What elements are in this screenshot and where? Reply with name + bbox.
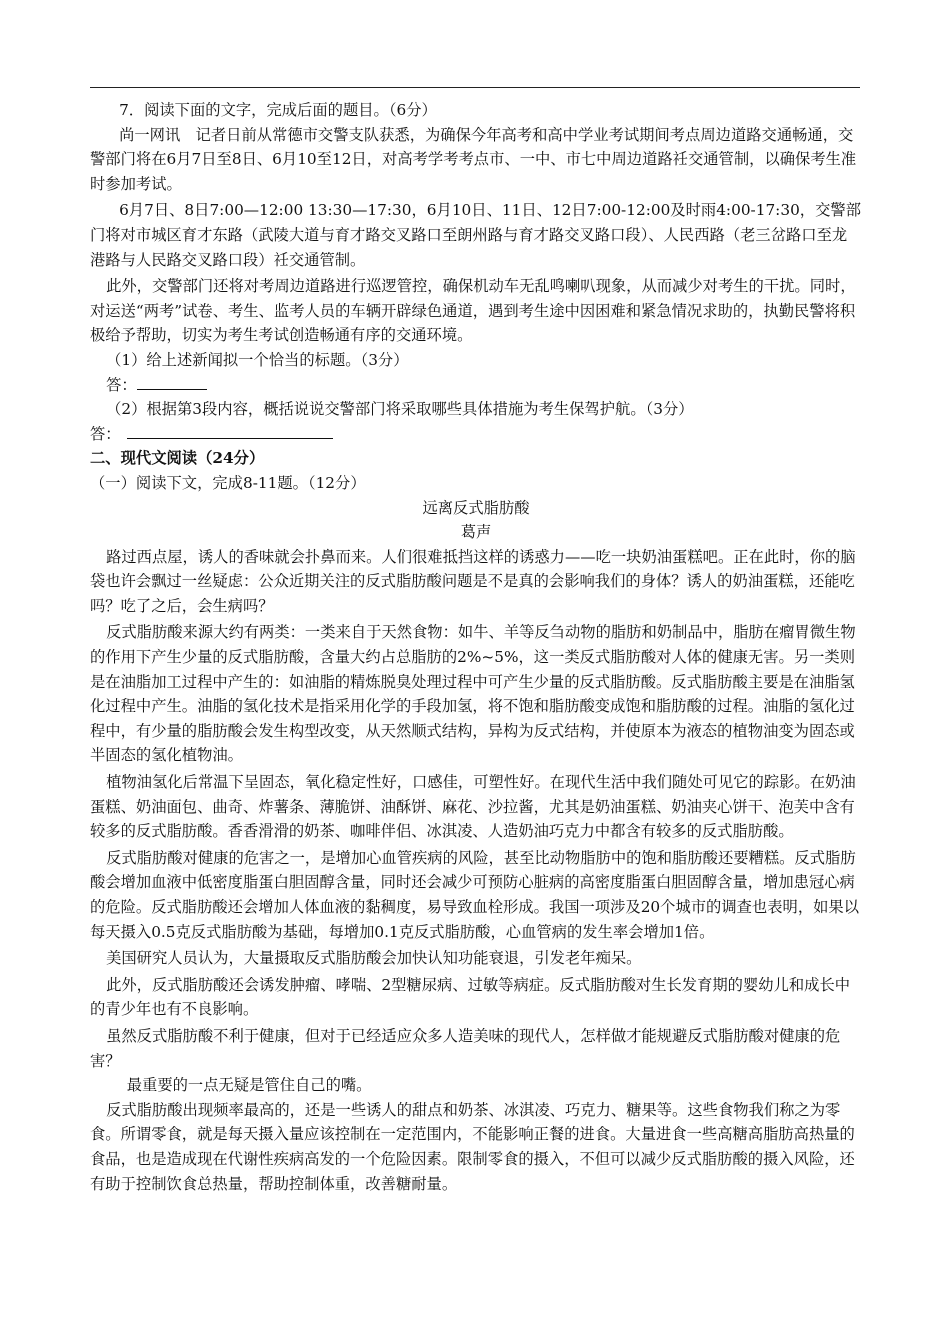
article-paragraph-4: 反式脂肪酸对健康的危害之一，是增加心血管疾病的风险，甚至比动物脂肪中的饱和脂肪酸还要糟糕。反式脂肪酸会增加血液中低密度脂蛋白胆固醇含量，同时还会减少可预防心脏病的高密度脂蛋白胆固醇含量，增加患冠心病的危险。反式脂肪酸还会增加人体血液的黏稠度，易导致血栓形成。我国一项涉及20个城市的调查也表明，如果以每天摄入0.5克反式脂肪酸为基础，每增加0.1克反式脂肪酸，心血管病的发生率会增加1倍。 xyxy=(90,848,860,941)
answer-1-label: 答： xyxy=(106,375,137,394)
section-2-heading: 二、现代文阅读（24分） xyxy=(90,449,265,468)
article-paragraph-1: 路过西点屋，诱人的香味就会扑鼻而来。人们很难抵挡这样的诱惑力——吃一块奶油蛋糕吧。正在此时，你的脑袋也许会飘过一丝疑虑：公众近期关注的反式脂肪酸问题是不是真的会影响我们的身体？诱人的奶油蛋糕，还能吃吗？吃了之后，会生病吗？ xyxy=(90,547,856,615)
article-paragraph-6: 此外，反式脂肪酸还会诱发肿瘤、哮喘、2型糖尿病、过敏等病症。反式脂肪酸对生长发育期的婴幼儿和成长中的青少年也有不良影响。 xyxy=(90,975,851,1019)
answer-2-line[interactable] xyxy=(127,424,333,439)
article-title: 远离反式脂肪酸 xyxy=(422,498,530,517)
article-paragraph-2: 反式脂肪酸来源大约有两类：一类来自于天然食物：如牛、羊等反刍动物的脂肪和奶制品中，脂肪在瘤胃微生物的作用下产生少量的反式脂肪酸，含量大约占总脂肪的2%~5%，这一类反式脂肪酸对人体的健康无害。另一类则是在油脂加工过程中产生的：如油脂的精炼脱臭处理过程中可产生少量的反式脂肪酸。反式脂肪酸主要是在油脂氢化过程中产生。油脂的氢化技术是指采用化学的手段加氢，将不饱和脂肪酸变成饱和脂肪酸的过程。油脂的氢化过程中，有少量的脂肪酸会发生构型改变，从天然顺式结构，异构为反式结构，并使原本为液态的植物油变为固态或半固态的氢化植物油。 xyxy=(90,623,856,765)
answer-1-line[interactable] xyxy=(137,375,207,390)
document-body xyxy=(90,98,862,1196)
article-paragraph-5: 美国研究人员认为，大量摄取反式脂肪酸会加快认知功能衰退，引发老年痴呆。 xyxy=(106,949,642,968)
part-1-instruction: （一）阅读下文，完成8-11题。（12分） xyxy=(90,473,366,492)
news-paragraph-1: 尚一网讯 记者日前从常德市交警支队获悉，为确保今年高考和高中学业考试期间考点周边道路交通畅通，交警部门将在6月7日至8日、6月10至12日，对高考学考考点市、一中、市七中周边道路祍交通管制，以确保考生准时参加考试。 xyxy=(90,125,857,193)
article-paragraph-3: 植物油氢化后常温下呈固态，氧化稳定性好，口感佳，可塑性好。在现代生活中我们随处可见它的踪影。在奶油蛋糕、奶油面包、曲奇、炸薯条、薄脆饼、油酥饼、麻花、沙拉酱，尤其是奶油蛋糕、奶油夹心饼干、泡芙中含有较多的反式脂肪酸。香香滑滑的奶茶、咖啡伴侣、冰淇凌、人造奶油巧克力中都含有较多的反式脂肪酸。 xyxy=(90,773,856,841)
article-paragraph-8: 最重要的一点无疑是管住自己的嘴。 xyxy=(126,1076,372,1095)
news-paragraph-3: 此外，交警部门还将对考周边道路进行巡逻管控，确保机动车无乱鸣喇叭现象，从而减少对考生的干扰。同时，对运送“两考”试卷、考生、监考人员的车辆开辟绿色通道，遇到考生途中因困难和紧急情况求助的，执勤民警将积极给予帮助，切实为考生考试创造畅通有序的交通环境。 xyxy=(90,277,856,345)
sub-question-1: （1）给上述新闻拟一个恰当的标题。（3分） xyxy=(106,350,409,369)
answer-1-row xyxy=(90,373,862,398)
article-paragraph-9: 反式脂肪酸出现频率最高的，还是一些诱人的甜点和奶茶、冰淇凌、巧克力、糖果等。这些食物我们称之为零食。所谓零食，就是每天摄入量应该控制在一定范围内，不能影响正餐的进食。大量进食一些高糖高脂肪高热量的食品，也是造成现在代谢性疾病高发的一个危险因素。限制零食的摄入，不但可以减少反式脂肪酸的摄入风险，还有助于控制饮食总热量，帮助控制体重，改善糖耐量。 xyxy=(90,1100,855,1193)
article-paragraph-7: 虽然反式脂肪酸不利于健康，但对于已经适应众多人造美味的现代人，怎样做才能规避反式脂肪酸对健康的危害？ xyxy=(90,1026,841,1070)
sub-question-2: （2）根据第3段内容，概括说说交警部门将采取哪些具体措施为考生保驾护航。（3分） xyxy=(106,400,694,419)
top-rule xyxy=(90,87,860,88)
answer-2-label: 答： xyxy=(90,424,121,443)
article-author: 葛声 xyxy=(460,523,492,542)
question-7-intro: 7．阅读下面的文字，完成后面的题目。（6分） xyxy=(119,101,437,119)
news-paragraph-2: 6月7日、8日7:00—12:00 13:30—17:30，6月10日、11日、12日7:00-12:00及时雨4:00-17:30，交警部门将对市城区育才东路（武陵大道与育才路交叉路口至朗州路与育才路交叉路口段）、人民西路（老三岔路口至龙港路与人民路交叉路口段）祍交通管制。 xyxy=(90,201,861,269)
answer-2-row xyxy=(90,422,862,447)
